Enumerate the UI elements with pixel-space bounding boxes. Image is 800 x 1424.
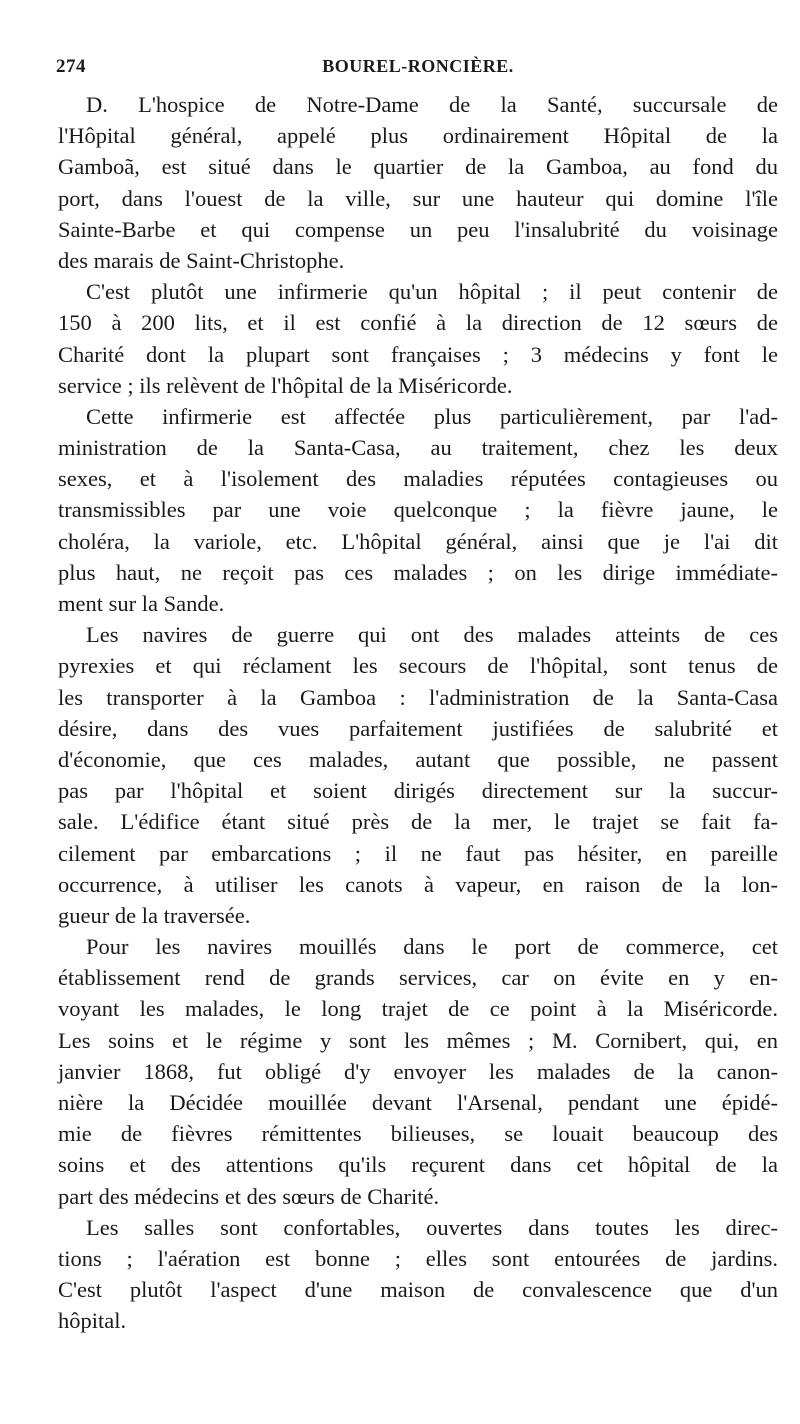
text-line: sexes, et à l'isolement des maladies réputées contagieuses ou bbox=[58, 466, 778, 492]
text-line: les transporter à la Gamboa : l'administration de la Santa-Casa bbox=[58, 684, 778, 710]
text-line: choléra, la variole, etc. L'hôpital général, ainsi que je l'ai dit bbox=[58, 528, 778, 554]
text-line: voyant les malades, le long trajet de ce point à la Miséricorde. bbox=[58, 996, 778, 1022]
text-line: tions ; l'aération est bonne ; elles sont entourées de jardins. bbox=[58, 1245, 778, 1271]
page-number: 274 bbox=[56, 56, 86, 77]
text-line: transmissibles par une voie quelconque ; la fièvre jaune, le bbox=[58, 497, 778, 523]
text-line: Cette infirmerie est affectée plus particulièrement, par l'ad- bbox=[86, 403, 778, 429]
text-line: Les salles sont confortables, ouvertes dans toutes les direc- bbox=[86, 1214, 778, 1240]
running-head bbox=[56, 56, 780, 86]
text-line: 150 à 200 lits, et il est confié à la direction de 12 sœurs de bbox=[58, 310, 778, 336]
text-line: janvier 1868, fut obligé d'y envoyer les malades de la canon- bbox=[58, 1058, 778, 1084]
text-line: Sainte-Barbe et qui compense un peu l'insalubrité du voisinage bbox=[58, 216, 778, 242]
text-line: mie de fièvres rémittentes bilieuses, se louait beaucoup des bbox=[58, 1121, 778, 1147]
text-line: ment sur la Sande. bbox=[58, 591, 225, 616]
text-line: plus haut, ne reçoit pas ces malades ; on les dirige immédiate- bbox=[58, 559, 778, 585]
text-line: D. L'hospice de Notre-Dame de la Santé, succursale de bbox=[86, 92, 778, 117]
text-line: d'économie, que ces malades, autant que possible, ne passent bbox=[58, 746, 778, 772]
text-line: pyrexies et qui réclament les secours de l'hôpital, sont tenus de bbox=[58, 653, 778, 679]
text-line: pas par l'hôpital et soient dirigés directement sur la succur- bbox=[58, 778, 778, 804]
text-line: part des médecins et des sœurs de Charité. bbox=[58, 1183, 440, 1209]
text-line: soins et des attentions qu'ils reçurent dans cet hôpital de la bbox=[58, 1152, 778, 1178]
running-title: BOUREL-RONCIÈRE. bbox=[322, 56, 514, 76]
text-line: hôpital. bbox=[58, 1308, 127, 1334]
body-text bbox=[58, 89, 778, 1337]
text-line: Charité dont la plupart sont françaises ; 3 médecins y font le bbox=[58, 341, 778, 367]
text-line: C'est plutôt l'aspect d'une maison de convalescence que d'un bbox=[58, 1277, 778, 1303]
text-line: port, dans l'ouest de la ville, sur une hauteur qui domine l'île bbox=[58, 185, 778, 211]
text-line: Les navires de guerre qui ont des malades atteints de ces bbox=[86, 622, 778, 648]
text-line: Pour les navires mouillés dans le port de commerce, cet bbox=[86, 934, 778, 960]
text-line: service ; ils relèvent de l'hôpital de la Miséricorde. bbox=[58, 372, 513, 398]
text-line: cilement par embarcations ; il ne faut pas hésiter, en pareille bbox=[58, 840, 778, 866]
text-line: ministration de la Santa-Casa, au traitement, chez les deux bbox=[58, 435, 778, 461]
text-line: sale. L'édifice étant situé près de la mer, le trajet se fait fa- bbox=[58, 809, 778, 835]
text-line: désire, dans des vues parfaitement justifiées de salubrité et bbox=[58, 715, 778, 741]
text-line: Les soins et le régime y sont les mêmes ; M. Cornibert, qui, en bbox=[58, 1027, 778, 1053]
text-line: établissement rend de grands services, car on évite en y en- bbox=[58, 965, 778, 991]
text-line: des marais de Saint-Christophe. bbox=[58, 247, 345, 273]
text-line: occurrence, à utiliser les canots à vapeur, en raison de la lon- bbox=[58, 871, 778, 897]
text-line: l'Hôpital général, appelé plus ordinairement Hôpital de la bbox=[58, 123, 778, 149]
text-line: nière la Décidée mouillée devant l'Arsenal, pendant une épidé- bbox=[58, 1090, 778, 1115]
text-line: Gamboã, est situé dans le quartier de la Gamboa, au fond du bbox=[58, 154, 778, 180]
text-line: gueur de la traversée. bbox=[58, 902, 251, 928]
text-line: C'est plutôt une infirmerie qu'un hôpital ; il peut contenir de bbox=[86, 279, 778, 305]
